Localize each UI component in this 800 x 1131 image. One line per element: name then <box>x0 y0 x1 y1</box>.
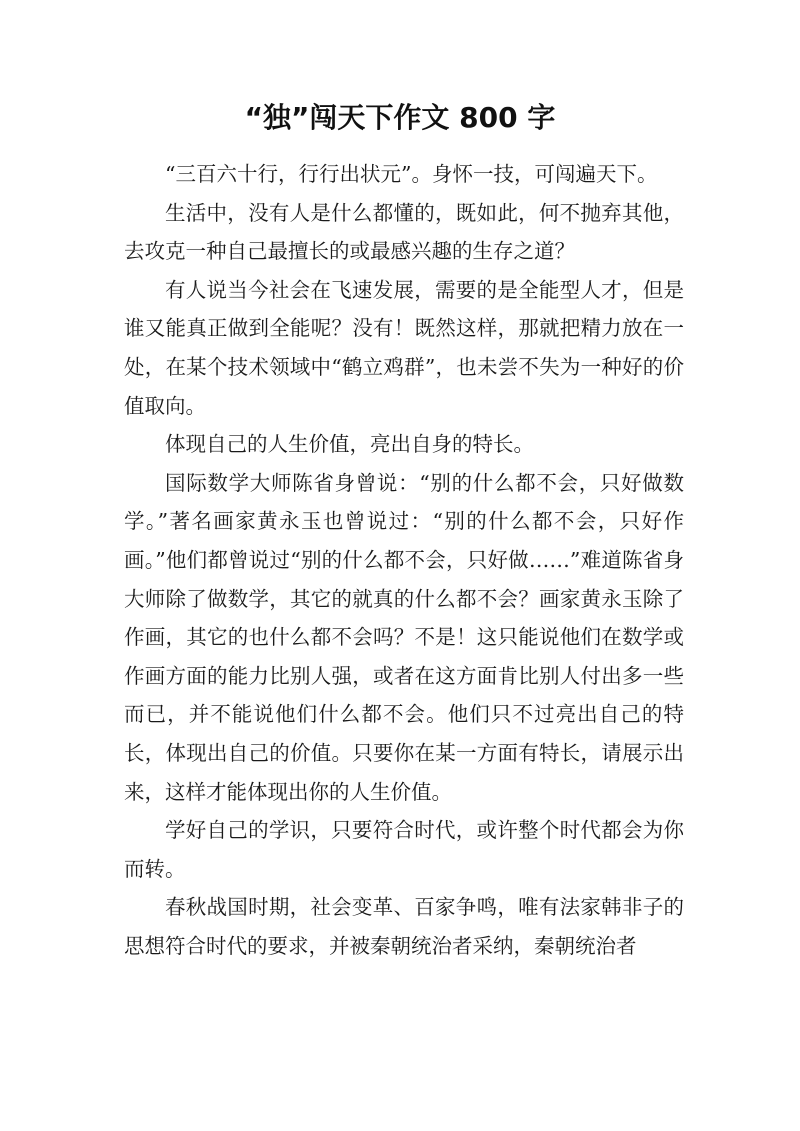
document-title: “独”闯天下作文 800 字 <box>244 101 556 134</box>
paragraph: 春秋战国时期，社会变革、百家争鸣，唯有法家韩非子的思想符合时代的要求，并被秦朝统治者采纳，秦朝统治者 <box>124 895 684 958</box>
paragraph: 学好自己的学识，只要符合时代，或许整个时代都会为你而转。 <box>124 818 684 881</box>
paragraph: “三百六十行，行行出状元”。身怀一技，可闯遍天下。 <box>165 162 658 186</box>
paragraph: 国际数学大师陈省身曾说：“别的什么都不会，只好做数学。”著名画家黄永玉也曾说过：“别的什么都不会，只好作画。”他们都曾说过“别的什么都不会，只好做……”难道陈省身大师除了做数学，其它的就真的什么都不会？画家黄永玉除了作画，其它的也什么都不会吗？不是！这只能说他们在数学或作画方面的能力比别人强，或者在这方面肯比别人付出多一些而已，并不能说他们什么都不会。他们只不过亮出自己的特长，体现出自己的价值。只要你在某一方面有特长，请展示出来，这样才能体现出你的人生价值。 <box>124 470 684 804</box>
paragraph: 体现自己的人生价值，亮出自身的特长。 <box>165 432 534 457</box>
paragraph: 生活中，没有人是什么都懂的，既如此，何不抛弃其他，去攻克一种自己最擅长的或最感兴趣的生存之道？ <box>124 200 684 264</box>
paragraph: 有人说当今社会在飞速发展，需要的是全能型人才，但是谁又能真正做到全能呢？没有！既然这样，那就把精力放在一处，在某个技术领域中“鹤立鸡群”，也未尝不失为一种好的价值取向。 <box>124 277 684 418</box>
document-body <box>124 155 684 965</box>
